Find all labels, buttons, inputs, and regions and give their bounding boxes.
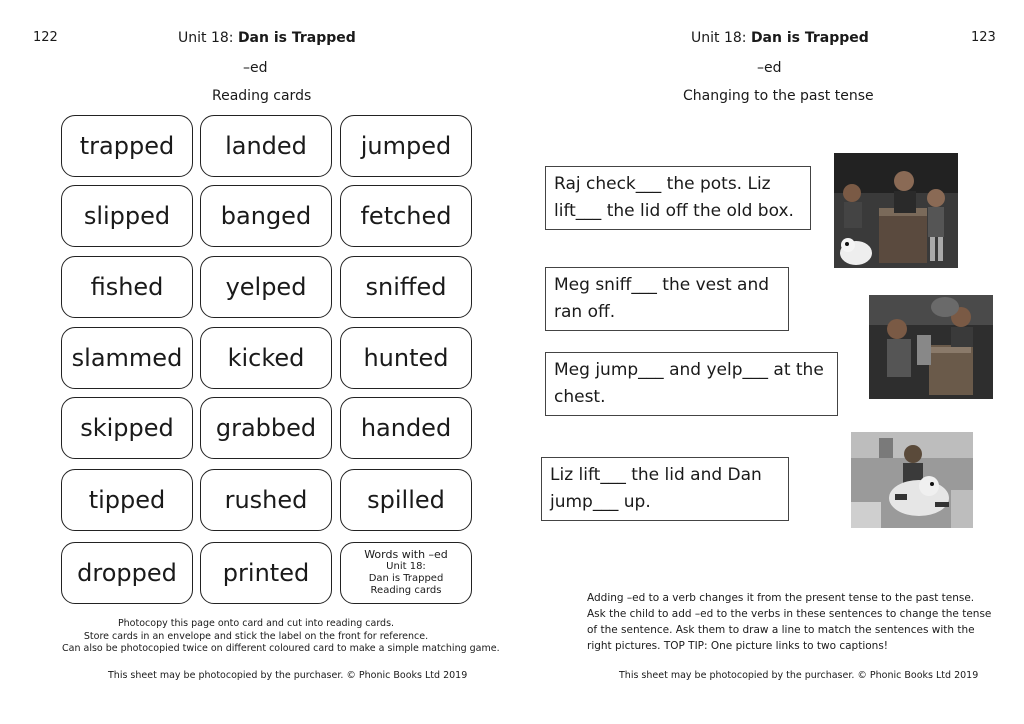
unit-prefix: Unit 18: <box>691 30 747 46</box>
label-card-line1: Words with –ed <box>364 548 448 561</box>
reading-card: fished <box>61 256 193 318</box>
sentence-line: lift___ the lid off the old box. <box>554 201 794 221</box>
reading-card: slammed <box>61 327 193 389</box>
unit-name: Dan is Trapped <box>237 30 356 46</box>
reading-card: tipped <box>61 469 193 531</box>
footer-right: This sheet may be photocopied by the purchaser. © Phonic Books Ltd 2019 <box>619 670 979 681</box>
sentence-line: Meg sniff___ the vest and <box>554 275 770 295</box>
sentence-line: Raj check___ the pots. Liz <box>554 174 771 194</box>
instruction-line: right pictures. TOP TIP: One picture links to two captions! <box>587 640 889 652</box>
photocopy-notes <box>62 618 500 656</box>
label-card-line4: Reading cards <box>370 585 442 596</box>
illustration-meg-vest <box>869 295 993 399</box>
sentence-line: Liz lift___ the lid and Dan <box>550 465 762 485</box>
reading-card: trapped <box>61 115 193 177</box>
note-line: Photocopy this page onto card and cut into reading cards. <box>117 618 395 629</box>
sentence-box <box>545 352 838 416</box>
page-number-right: 123 <box>971 30 996 45</box>
reading-card: kicked <box>200 327 332 389</box>
sentence-line: ran off. <box>554 302 616 322</box>
suffix-heading-right: –ed <box>757 60 782 76</box>
suffix-heading-left: –ed <box>243 60 268 76</box>
sentence-line: chest. <box>554 387 606 407</box>
sentence-line: Meg jump___ and yelp___ at the <box>554 360 824 380</box>
reading-card: printed <box>200 542 332 604</box>
unit-prefix: Unit 18: <box>178 30 234 46</box>
reading-card: jumped <box>340 115 472 177</box>
unit-title-right <box>691 30 869 46</box>
reading-card: spilled <box>340 469 472 531</box>
unit-title-left <box>178 30 356 46</box>
label-card-line3: Dan is Trapped <box>368 573 444 584</box>
instruction-line: Adding –ed to a verb changes it from the present tense to the past tense. <box>587 592 975 604</box>
reading-card: rushed <box>200 469 332 531</box>
reading-card: banged <box>200 185 332 247</box>
page-number-left: 122 <box>33 30 58 45</box>
sentence-box <box>545 166 811 230</box>
note-line: Can also be photocopied twice on different coloured card to make a simple matching game. <box>62 643 500 654</box>
sentence-box <box>545 267 789 331</box>
note-line: Store cards in an envelope and stick the label on the front for reference. <box>83 630 429 642</box>
reading-card: sniffed <box>340 256 472 318</box>
illustration-liz-dan-chest <box>851 432 973 528</box>
reading-card: skipped <box>61 397 193 459</box>
instructions <box>587 590 991 654</box>
subtitle-left: Reading cards <box>212 88 312 104</box>
label-card-line2: Unit 18: <box>386 561 426 572</box>
sentence-box <box>541 457 789 521</box>
instruction-line: Ask the child to add –ed to the verbs in these sentences to change the tense <box>587 608 992 620</box>
subtitle-right: Changing to the past tense <box>683 88 874 104</box>
reading-card: landed <box>200 115 332 177</box>
reading-card: dropped <box>61 542 193 604</box>
reading-card: yelped <box>200 256 332 318</box>
reading-card: hunted <box>340 327 472 389</box>
reading-card: slipped <box>61 185 193 247</box>
sentence-line: jump___ up. <box>550 492 651 512</box>
illustration-raj-liz-box <box>834 153 958 268</box>
reading-card: grabbed <box>200 397 332 459</box>
reading-card: fetched <box>340 185 472 247</box>
reading-card: handed <box>340 397 472 459</box>
unit-name: Dan is Trapped <box>750 30 869 46</box>
instruction-line: of the sentence. Ask them to draw a line to match the sentences with the <box>587 624 975 636</box>
footer-left: This sheet may be photocopied by the purchaser. © Phonic Books Ltd 2019 <box>108 670 468 681</box>
label-card <box>340 542 472 604</box>
